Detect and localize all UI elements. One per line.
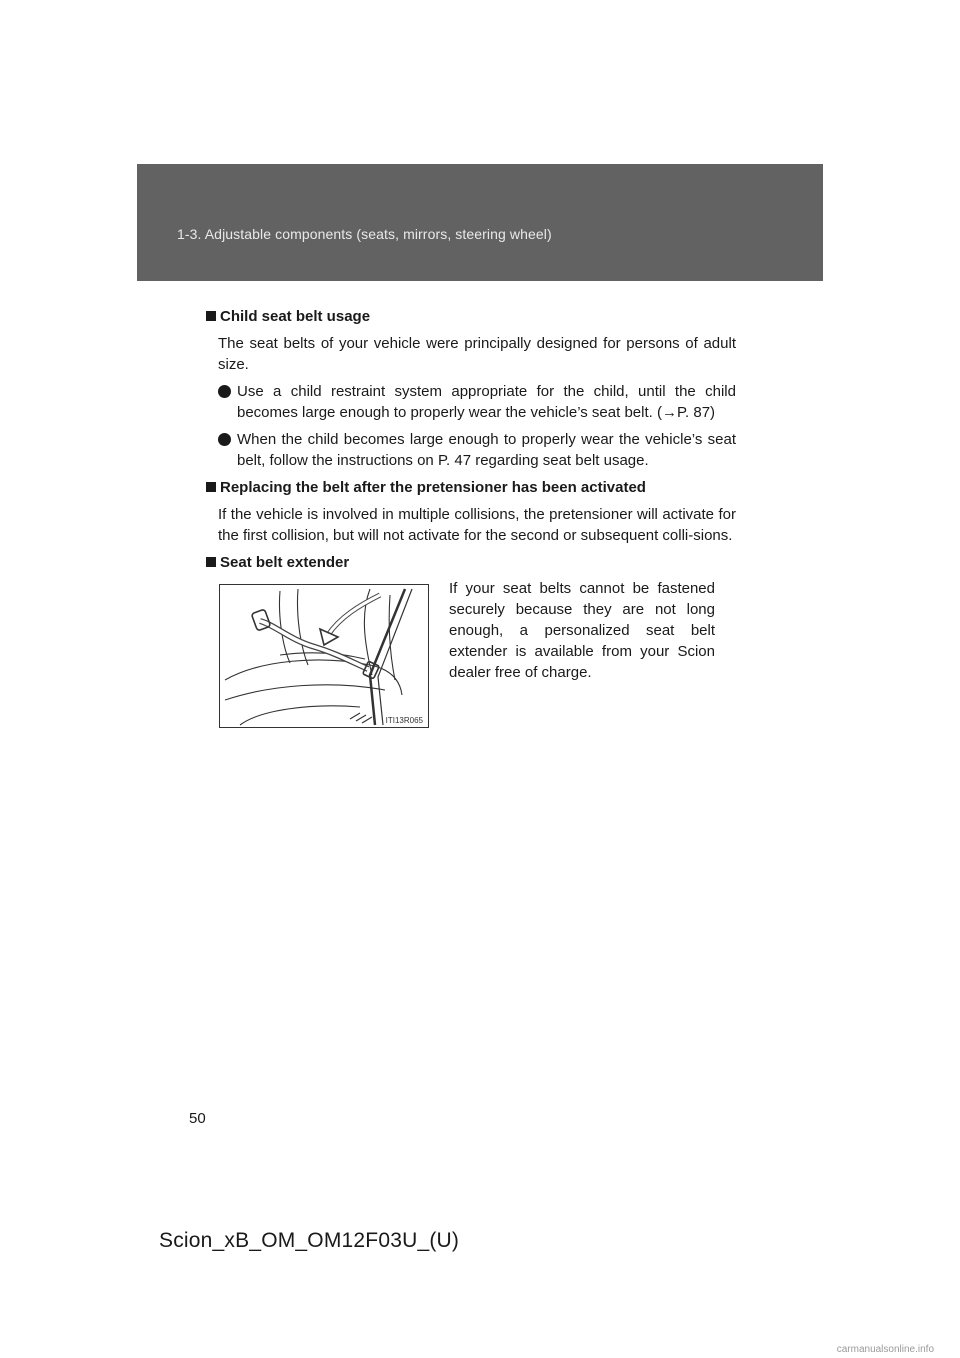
paragraph: The seat belts of your vehicle were principally designed for persons of adult size.: [218, 335, 736, 373]
seat-belt-extender-illustration: [219, 584, 429, 728]
heading-text: Child seat belt usage: [220, 308, 371, 325]
seat-illustration-icon: [220, 585, 427, 726]
section-heading-seat-belt-extender: [206, 552, 736, 574]
page-content: [206, 306, 736, 738]
list-item: [218, 381, 736, 423]
section-title: 1-3. Adjustable components (seats, mirrors, steering wheel): [177, 226, 552, 242]
section-header-bar: [137, 164, 823, 281]
document-code: Scion_xB_OM_OM12F03U_(U): [159, 1229, 460, 1252]
figure-row: [206, 578, 736, 738]
extender-description: If your seat belts cannot be fastened securely because they are not long enough, a personalized seat belt extender is available from your Scion dealer free of charge.: [449, 580, 715, 681]
round-bullet-icon: [218, 385, 231, 398]
figure-label: ITI13R065: [385, 716, 423, 725]
section-heading-pretensioner: [206, 477, 736, 499]
round-bullet-icon: [218, 433, 231, 446]
list-item-text: Use a child restraint system appropriate for the child, until the child becomes large enough to properly wear the vehicle’s seat belt. (→P. 87): [237, 383, 736, 421]
paragraph: If the vehicle is involved in multiple collisions, the pretensioner will activate for the first collision, but will not activate for the second or subsequent colli-sions.: [218, 506, 736, 544]
page-number: 50: [189, 1110, 206, 1127]
list-item-text: When the child becomes large enough to properly wear the vehicle’s seat belt, follow the instructions on P. 47 regarding seat belt usage.: [237, 431, 736, 469]
section-heading-child-seat-belt: [206, 306, 736, 328]
square-bullet-icon: [206, 482, 216, 492]
heading-text: Replacing the belt after the pretensioner has been activated: [220, 479, 646, 496]
square-bullet-icon: [206, 557, 216, 567]
watermark: carmanualsonline.info: [836, 1344, 934, 1355]
heading-text: Seat belt extender: [220, 554, 350, 571]
list-item: [218, 429, 736, 471]
square-bullet-icon: [206, 311, 216, 321]
